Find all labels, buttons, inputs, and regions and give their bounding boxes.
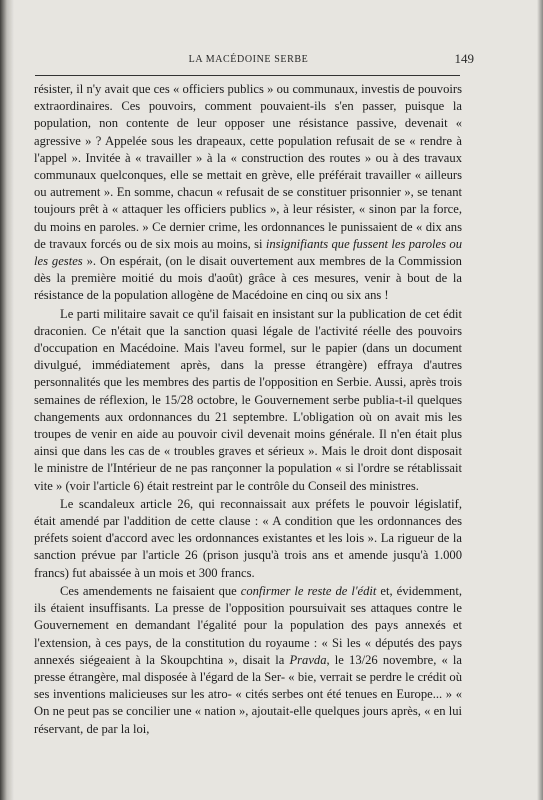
italic-text: insignifiants que fussent les paroles ou les gestes: [34, 236, 462, 269]
paragraph-text: résister, il n'y avait que ces « officiers publics » ou communaux, investis de pouvoirs extraordinaires. Ces pouvoirs, comment pouvaient-ils s'en passer, puisque la population, non contente de leur opposer une résistance passive, devenait « agressive » ? Appelée sous les drapeaux, cette population refusait de se « rendre à l'appel ». Invitée à « travailler » à la « construction des routes » ou à des travaux communaux quelconques, elle se mettait en grève, elle préférait travailler « ailleurs ou autrement ». En somme, chacun « refusait de se constituer prisonnier », se tenant toujours prêt à « attaquer les officiers publics », à leur résister, « sinon par la force, du moins en paroles. » Ce dernier crime, les ordonnances le punissaient de « dix ans de travaux forcés ou de six mois au moins, si: [34, 82, 462, 251]
scan-edge-shadow: [537, 0, 543, 800]
scan-binding-shadow: [0, 0, 14, 800]
paragraph: [34, 81, 462, 305]
italic-text: confirmer le reste de l'édit: [240, 583, 377, 598]
paragraph: [34, 306, 462, 495]
paragraph-text: Le scandaleux article 26, qui reconnaissait aux préfets le pouvoir législatif, était amendé par l'addition de cette clause : « A condition que les ordonnances des préfets soient d'accord avec les ordonnances existantes et les lois ». La rigueur de la sanction prévue par l'article 26 (prison jusqu'à trois ans et amende jusqu'à 1.000 francs) fut abaissée à un mois et 300 francs.: [34, 496, 462, 580]
paragraph: [34, 496, 462, 582]
paragraph-text: ». On espérait, (on le disait ouvertement aux membres de la Commission dès la première moitié du mois d'août) grâce à ces mesures, venir à bout de la résistance de la population allogène de Macédoine en cinq ou six ans !: [34, 254, 462, 303]
paragraph: [34, 583, 462, 738]
paragraph-text: Le parti militaire savait ce qu'il faisait en insistant sur la publication de cet édit draconien. Ce n'était que la sanction quasi légale de l'activité réelle des pouvoirs d'occupation en Macédoine. Mais l'aveu formel, sur le papier (dans un document divulgué, immédiatement après, dans la presse étrangère) effraya d'autres personnalités que les membres des partis de l'opposition en Serbie. Aussi, après trois semaines de réflexion, le 15/28 octobre, le Gouvernement serbe publia-t-il quelques changements aux ordonnances du 21 septembre. L'obligation où on avait mis les troupes de venir en aide au pouvoir civil devenait moins générale. Il n'en était plus ainsi que dans les cas de « troubles graves et sérieux ». Mais le droit dont disposait le ministre de l'Intérieur de ne pas rançonner la population « si l'ordre se rétablissait vite » (voir l'article 6) était restreint par le contrôle du Conseil des ministres.: [34, 306, 462, 493]
paragraph-text: et, évidemment, ils étaient insuffisants. La presse de l'opposition poursuivait ses attaques contre le Gouvernement en demandant l'égalité pour la population des pays annexés et l'extension, à ces pays, de la constitution du royaume : « Si les « députés des pays annexés siégeaient à la Skoupchtina », disait la: [34, 583, 462, 667]
header-rule: [35, 75, 460, 76]
page-header: [35, 51, 474, 68]
paragraph-text: Ces amendements ne faisaient que: [60, 583, 241, 598]
paragraph-text: , le 13/26 novembre, « la presse étrangère, mal disposée à l'égard de la Ser- « bie, verrait se perdre le crédit où ses inventions malicieuses sur les atro- « cités serbes ont été tenues en Europe... » « On ne peut pas se concilier une « nation », ajoutait-elle quelques jours après, « en lui réservant, de par la loi,: [34, 652, 462, 736]
page-number: 149: [454, 51, 474, 66]
italic-text: Pravda: [289, 652, 327, 667]
body-text: [34, 81, 462, 738]
running-title: LA MACÉDOINE SERBE: [188, 54, 309, 65]
